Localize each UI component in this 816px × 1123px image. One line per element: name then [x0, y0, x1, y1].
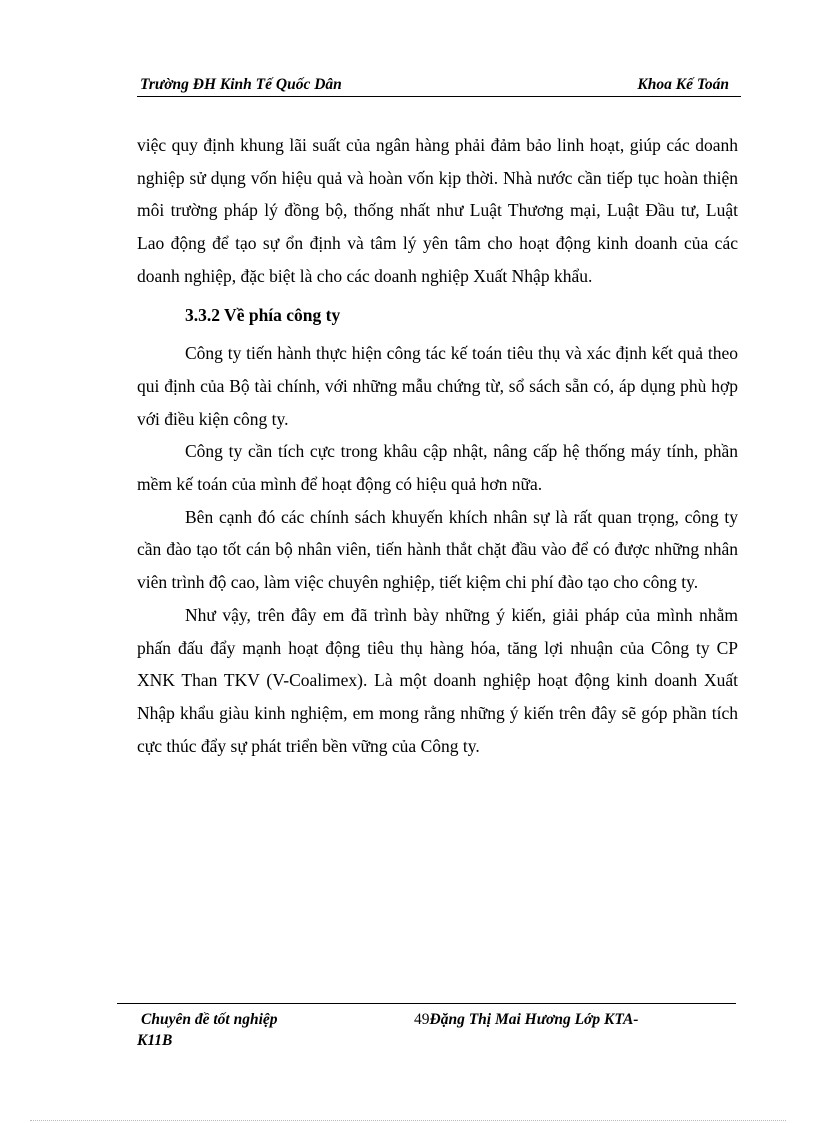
page-edge-guide [30, 1120, 786, 1121]
page-header [137, 76, 741, 97]
header-university: Trường ĐH Kinh Tế Quốc Dân [140, 76, 342, 93]
footer-title: Chuyên đề tốt nghiệp [141, 1011, 278, 1028]
footer-author: Đặng Thị Mai Hương Lớp KTA- [429, 1011, 639, 1028]
page-number: 49 [414, 1011, 430, 1028]
footer-class-code: K11B [137, 1032, 173, 1049]
footer-author-line [414, 1009, 638, 1031]
paragraph-5: Như vậy, trên đây em đã trình bày những ý kiến, giải pháp của mình nhằm phấn đấu đẩy mạnh hoạt động tiêu thụ hàng hóa, tăng lợi nhuận của Công ty CP XNK Than TKV (V-Coalimex). Là một doanh nghiệp hoạt động kinh doanh Xuất Nhập khẩu giàu kinh nghiệm, em mong rằng những ý kiến trên đây sẽ góp phần tích cực thúc đẩy sự phát triển bền vững của Công ty. [137, 604, 738, 756]
paragraph-3: Công ty cần tích cực trong khâu cập nhật, nâng cấp hệ thống máy tính, phần mềm kế toán của mình để hoạt động có hiệu quả hơn nữa. [137, 441, 738, 495]
footer-divider [117, 1003, 736, 1004]
paragraph-2: Công ty tiến hành thực hiện công tác kế toán tiêu thụ và xác định kết quả theo qui định của Bộ tài chính, với những mẫu chứng từ, sổ sách sẵn có, áp dụng phù hợp với điều kiện công ty. [137, 343, 738, 429]
paragraph-4: Bên cạnh đó các chính sách khuyến khích nhân sự là rất quan trọng, công ty cần đào tạo tốt cán bộ nhân viên, tiến hành thắt chặt đầu vào để có được những nhân viên trình độ cao, làm việc chuyên nghiệp, tiết kiệm chi phí đào tạo cho công ty. [137, 506, 738, 593]
document-body [137, 129, 738, 762]
section-heading: 3.3.2 Về phía công ty [185, 304, 341, 325]
paragraph-1: việc quy định khung lãi suất của ngân hàng phải đảm bảo linh hoạt, giúp các doanh nghiệp sử dụng vốn hiệu quả và hoàn vốn kịp thời. Nhà nước cần tiếp tục hoàn thiện môi trường pháp lý đồng bộ, thống nhất như Luật Thương mại, Luật Đầu tư, Luật Lao động để tạo sự ổn định và tâm lý yên tâm cho hoạt động kinh doanh của các doanh nghiệp, đặc biệt là cho các doanh nghiệp Xuất Nhập khẩu. [137, 135, 738, 286]
header-faculty: Khoa Kế Toán [637, 76, 729, 93]
